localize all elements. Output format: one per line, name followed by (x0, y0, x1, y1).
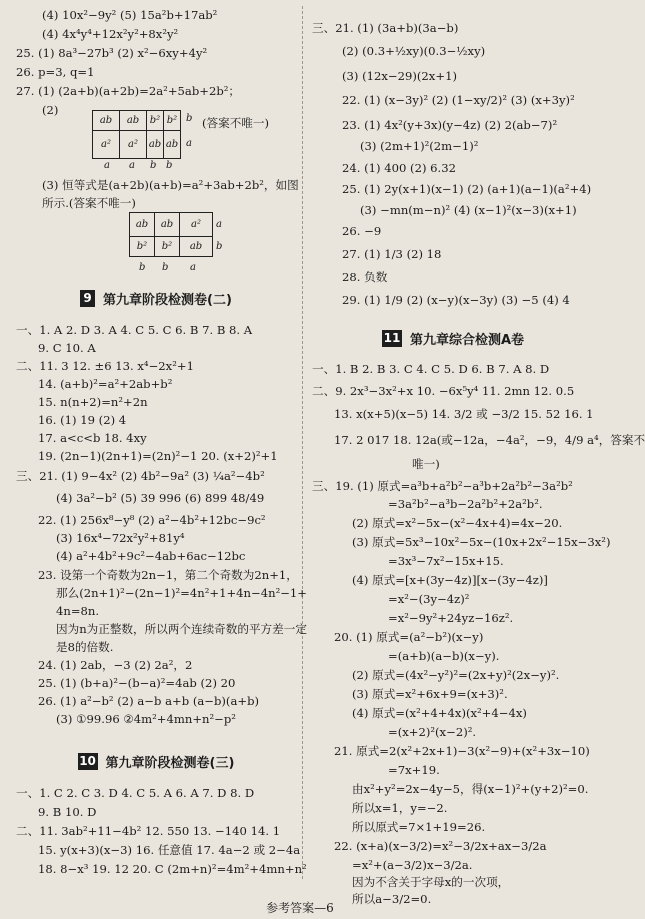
answer-line: 23. (1) 4x²(y+3x)(y−4z) (2) 2(ab−7)² (342, 118, 558, 132)
section-number-badge: 10 (79, 754, 96, 768)
answer-line: (2) 原式=(4x²−y²)²=(2x+y)²(2x−y)². (352, 668, 560, 682)
section-title: 第九章综合检测A卷 (409, 333, 525, 348)
answer-line: 25. (1) 8a³−27b³ (2) x²−6xy+4y² (16, 46, 208, 60)
answer-line: 所以原式=7×1+19=26. (352, 820, 486, 834)
answer-line: 所示.(答案不唯一) (42, 196, 136, 210)
answer-line: 28. 负数 (342, 270, 388, 284)
answer-line: (3) 原式=x²+6x+9=(x+3)². (352, 687, 508, 701)
answer-line: 17. a<c<b 18. 4xy (38, 431, 147, 445)
answer-line: 23. 设第一个奇数为2n−1，第二个奇数为2n+1， (38, 568, 298, 582)
answer-line: 三、19. (1) 原式=a³b+a²b²−a³b+2a²b²−3a²b² (312, 479, 573, 493)
section-title: 第九章阶段检测卷(三) (105, 756, 235, 771)
answer-line: 25. (1) 2y(x+1)(x−1) (2) (a+1)(a−1)(a²+4) (342, 182, 592, 196)
answer-line: (4) a²+4b²+9c²−4ab+6ac−12bc (56, 549, 246, 563)
answer-line: (3) 原式=5x³−10x²−5x−(10x+2x²−15x−3x²) (352, 535, 611, 549)
page-footer: 参考答案—6 (266, 901, 334, 915)
answer-line: =(a+b)(a−b)(x−y). (388, 649, 500, 663)
answer-line: 14. (a+b)²=a²+2ab+b² (38, 377, 173, 391)
answer-line: 二、11. 3 12. ±6 13. x⁴−2x²+1 (16, 359, 194, 373)
answer-line: (2) (42, 103, 59, 117)
answer-line: 一、1. C 2. C 3. D 4. C 5. A 6. A 7. D 8. D (16, 786, 255, 800)
answer-line: (4) 原式=[x+(3y−4z)][x−(3y−4z)] (352, 573, 548, 587)
grid-cell: b² (130, 237, 155, 257)
grid-cell: ab (180, 237, 213, 257)
answer-line: 那么(2n+1)²−(2n−1)²=4n²+1+4n−4n²−1+ (56, 586, 308, 600)
answer-line: (4) 原式=(x²+4+4x)(x²+4−4x) (352, 706, 527, 720)
answer-line: 19. (2n−1)(2n+1)=(2n)²−1 20. (x+2)²+1 (38, 449, 278, 463)
area-grid-2 (129, 212, 213, 257)
answer-line: (3) (12x−29)(2x+1) (342, 69, 457, 83)
section-number-badge: 9 (80, 290, 95, 307)
answer-line: 二、9. 2x³−3x²+x 10. −6x⁵y⁴ 11. 2mn 12. 0.5 (312, 384, 575, 398)
answer-line: 20. (1) 原式=(a²−b²)(x−y) (334, 630, 484, 644)
grid-cell: a² (120, 131, 147, 159)
answer-line: 15. n(n+2)=n²+2n (38, 395, 148, 409)
section-number-badge: 11 (383, 331, 401, 345)
answer-line: (4) 10x²−9y² (5) 15a²b+17ab² (42, 8, 218, 22)
answer-line: 16. (1) 19 (2) 4 (38, 413, 127, 427)
grid-bottom-label: b (150, 160, 157, 171)
grid-side-label: a (216, 219, 222, 230)
answer-line: (4) 4x⁴y⁴+12x²y²+8x²y² (42, 27, 179, 41)
grid-bottom-label: b (166, 160, 173, 171)
answer-line: 24. (1) 2ab，−3 (2) 2a²，2 (38, 658, 193, 672)
section-title: 第九章阶段检测卷(二) (103, 293, 232, 308)
answer-line: 29. (1) 1/9 (2) (x−y)(x−3y) (3) −5 (4) 4 (342, 293, 570, 307)
answer-line: 26. (1) a²−b² (2) a−b a+b (a−b)(a+b) (38, 694, 260, 708)
answer-line: 因为n为正整数，所以两个连续奇数的平方差一定 (56, 622, 307, 636)
grid-bottom-label: a (129, 160, 135, 171)
answer-line: 所以x=1，y=−2. (352, 801, 448, 815)
grid-cell: ab (120, 111, 147, 131)
answer-line: (2) (0.3+½xy)(0.3−½xy) (342, 44, 486, 58)
grid-side-label: b (216, 241, 223, 252)
answer-line: 24. (1) 400 (2) 6.32 (342, 161, 456, 175)
column-divider (302, 6, 303, 879)
section-heading (312, 329, 594, 348)
right-column (312, 0, 645, 919)
answer-line: 一、1. A 2. D 3. A 4. C 5. C 6. B 7. B 8. A (16, 323, 253, 337)
grid-cell: ab (155, 213, 180, 237)
answer-line: 18. 8−x³ 19. 12 20. C (2m+n)²=4m²+4mn+n² (38, 862, 307, 876)
answer-line: =(x+2)²(x−2)². (388, 725, 477, 739)
area-grid-1 (92, 110, 181, 159)
answer-line: 26. p=3, q=1 (16, 65, 95, 79)
answer-line: 由x²+y²=2x−4y−5，得(x−1)²+(y+2)²=0. (352, 782, 589, 796)
grid-bottom-label: b (139, 262, 146, 273)
answer-line: (答案不唯一) (202, 116, 270, 130)
answer-line: 22. (1) 256x⁸−y⁸ (2) a²−4b²+12bc−9c² (38, 513, 266, 527)
answer-line: 三、21. (1) 9−4x² (2) 4b²−9a² (3) ¼a²−4b² (16, 469, 265, 483)
answer-line: 15. y(x+3)(x−3) 16. 任意值 17. 4a−2 或 2−4a (38, 843, 301, 857)
answer-line: 26. −9 (342, 224, 382, 238)
answer-line: 22. (1) (x−3y)² (2) (1−xy/2)² (3) (x+3y)² (342, 93, 575, 107)
answer-line: 是8的倍数. (56, 640, 114, 654)
answer-line: 所以a−3/2=0. (352, 892, 432, 906)
answer-line: 13. x(x+5)(x−5) 14. 3/2 或 −3/2 15. 52 16. 1 (334, 407, 594, 421)
grid-cell: b² (147, 111, 164, 131)
section-heading (16, 752, 296, 771)
answer-line: 一、1. B 2. B 3. C 4. C 5. D 6. B 7. A 8. D (312, 362, 550, 376)
answer-line: 17. 2 017 18. 12a(或−12a，−4a²，−9，4/9 a⁴，答案不 (334, 433, 645, 447)
answer-line: (3) 恒等式是(a+2b)(a+b)=a²+3ab+2b²，如图 (42, 178, 299, 192)
answer-line: =3x³−7x²−15x+15. (388, 554, 504, 568)
answer-line: (3) −mn(m−n)² (4) (x−1)²(x−3)(x+1) (360, 203, 577, 217)
grid-bottom-label: a (190, 262, 196, 273)
answer-line: 二、11. 3ab²+11−4b² 12. 550 13. −140 14. 1 (16, 824, 281, 838)
answer-line: 22. (x+a)(x−3/2)=x²−3/2x+ax−3/2a (334, 839, 547, 853)
answer-line: 三、21. (1) (3a+b)(3a−b) (312, 21, 459, 35)
answer-line: =7x+19. (388, 763, 440, 777)
grid-cell: ab (130, 213, 155, 237)
answer-line: 9. B 10. D (38, 805, 97, 819)
grid-cell: ab (164, 131, 181, 159)
answer-line: =x²−(3y−4z)² (388, 592, 470, 606)
answer-line: (3) 16x⁴−72x²y²+81y⁴ (56, 531, 185, 545)
answer-line: 唯一) (412, 457, 440, 471)
answer-line: 27. (1) (2a+b)(a+2b)=2a²+5ab+2b²； (16, 84, 241, 98)
grid-cell: ab (93, 111, 120, 131)
grid-cell: a² (93, 131, 120, 159)
answer-line: (2) 原式=x²−5x−(x²−4x+4)=4x−20. (352, 516, 563, 530)
answer-line: 9. C 10. A (38, 341, 96, 355)
grid-cell: b² (155, 237, 180, 257)
grid-cell: b² (164, 111, 181, 131)
answer-line: (3) ①99.96 ②4m²+4mn+n²−p² (56, 712, 236, 726)
answer-line: 21. 原式=2(x²+2x+1)−3(x²−9)+(x²+3x−10) (334, 744, 590, 758)
answer-line: =x²−9y²+24yz−16z². (388, 611, 514, 625)
grid-side-label: a (186, 138, 192, 149)
answer-line: =3a²b²−a³b−2a²b²+2a²b². (388, 497, 543, 511)
answer-line: 25. (1) (b+a)²−(b−a)²=4ab (2) 20 (38, 676, 236, 690)
answer-line: =x²+(a−3/2)x−3/2a. (352, 858, 473, 872)
section-heading (16, 289, 296, 308)
answer-line: 4n=8n. (56, 604, 100, 618)
answer-line: 因为不含关于字母x的一次项， (352, 875, 510, 889)
grid-bottom-label: a (104, 160, 110, 171)
grid-side-label: b (186, 113, 193, 124)
answer-line: (4) 3a²−b² (5) 39 996 (6) 899 48/49 (56, 491, 265, 505)
grid-bottom-label: b (162, 262, 169, 273)
answer-line: (3) (2m+1)²(2m−1)² (360, 139, 479, 153)
answer-line: 27. (1) 1/3 (2) 18 (342, 247, 442, 261)
grid-cell: ab (147, 131, 164, 159)
grid-cell: a² (180, 213, 213, 237)
